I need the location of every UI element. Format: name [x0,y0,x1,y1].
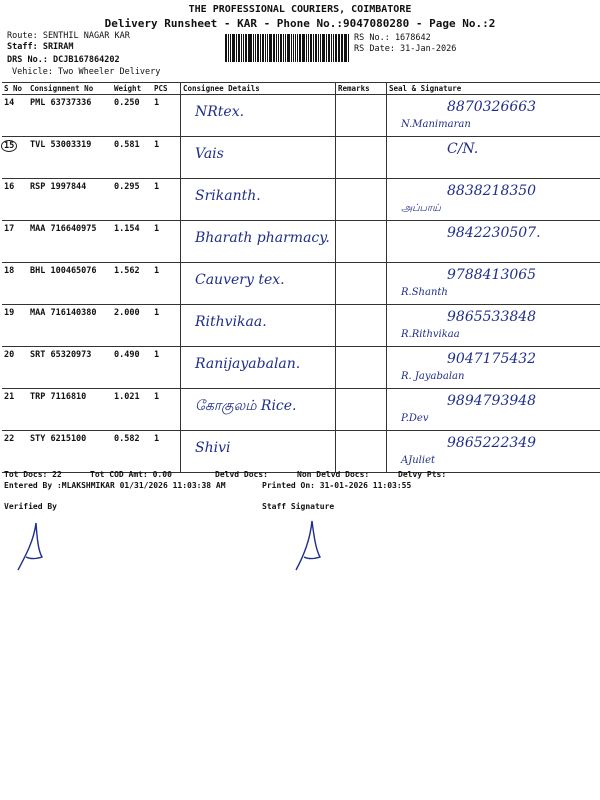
table-row [2,431,600,473]
row-pcs [152,431,181,473]
row-pcs [152,389,181,431]
vehicle: Vehicle: Two Wheeler Delivery [12,67,161,77]
receiver-signature: N.Manimaran [401,119,471,130]
col-consignee: Consignee Details [181,83,336,95]
receiver-signature: P.Dev [401,413,429,424]
receiver-signature: R. Jayabalan [401,371,465,382]
sno-value: 20 [4,350,15,360]
row-weight [112,221,152,263]
row-consignment-no [28,137,112,179]
row-consignment-no-value: STY 6215100 [30,434,87,444]
row-weight [112,179,152,221]
row-remarks [336,221,387,263]
row-consignee [181,389,336,431]
receiver-phone: 9865533848 [447,309,537,325]
table-header-row [2,83,600,95]
receiver-phone: C/N. [447,141,479,157]
page-title: Delivery Runsheet - KAR - Phone No.:9047080280 - Page No.:2 [104,17,496,30]
row-weight-value: 2.000 [114,308,140,318]
row-pcs [152,263,181,305]
row-pcs-value: 1 [154,224,160,234]
row-weight [112,347,152,389]
receiver-phone: 9842230507. [447,225,541,241]
staff-signature-label: Staff Signature [262,502,335,511]
row-consignment-no-value: TVL 53003319 [30,140,92,150]
row-consignment-no-value: RSP 1997844 [30,182,87,192]
row-consignment-no [28,179,112,221]
row-consignment-no [28,389,112,431]
row-seal [387,431,600,473]
consignee-handwriting: Ranijayabalan. [195,356,301,372]
row-weight-value: 0.581 [114,140,140,150]
row-consignment-no-value: PML 63737336 [30,98,92,108]
row-weight-value: 0.295 [114,182,140,192]
row-consignment-no [28,305,112,347]
rs-number: RS No.: 1678642 [354,33,431,43]
sno-value: 22 [4,434,15,444]
sno-value: 15 [1,140,17,152]
row-pcs [152,137,181,179]
row-sno [2,263,28,305]
company-name: THE PROFESSIONAL COURIERS, COIMBATORE [188,4,412,15]
col-seal: Seal & Signature [387,83,600,95]
sno-value: 17 [4,224,15,234]
staff: Staff: SRIRAM [7,42,74,52]
row-pcs-value: 1 [154,98,160,108]
row-consignment-no [28,263,112,305]
row-consignee [181,179,336,221]
row-consignment-no [28,347,112,389]
row-remarks [336,431,387,473]
row-pcs-value: 1 [154,392,160,402]
row-consignment-no-value: SRT 65320973 [30,350,92,360]
row-sno [2,95,28,137]
row-sno [2,221,28,263]
row-consignee [181,305,336,347]
row-remarks [336,179,387,221]
sno-value: 19 [4,308,15,318]
row-consignee [181,95,336,137]
table-row [2,389,600,431]
row-consignment-no-value: MAA 716140380 [30,308,97,318]
row-weight [112,431,152,473]
row-seal [387,221,600,263]
consignee-handwriting: Shivi [195,440,231,456]
row-remarks [336,347,387,389]
row-consignee [181,431,336,473]
tot-docs: Tot Docs: 22 [4,470,62,479]
table-row [2,263,600,305]
row-remarks [336,137,387,179]
table-row [2,137,600,179]
rs-date: RS Date: 31-Jan-2026 [354,44,457,54]
row-consignment-no-value: BHL 100465076 [30,266,97,276]
row-remarks [336,263,387,305]
row-consignment-no-value: MAA 716640975 [30,224,97,234]
col-sno: S No [2,83,28,95]
row-consignee [181,137,336,179]
row-consignee [181,347,336,389]
runsheet-table [2,82,600,473]
row-sno [2,305,28,347]
row-weight-value: 0.250 [114,98,140,108]
row-weight [112,137,152,179]
consignee-handwriting: NRtex. [195,104,245,120]
consignee-handwriting: Srikanth. [195,188,261,204]
tot-cod: Tot COD Amt: 0.00 [90,470,172,479]
row-pcs [152,221,181,263]
verified-signature [12,515,52,575]
receiver-signature: R.Rithvikaa [401,329,460,340]
row-sno [2,389,28,431]
row-pcs-value: 1 [154,140,160,150]
row-pcs-value: 1 [154,266,160,276]
table-row [2,179,600,221]
row-seal [387,263,600,305]
consignee-handwriting: Bharath pharmacy. [195,230,330,246]
col-consignment: Consignment No [28,83,112,95]
row-pcs [152,95,181,137]
non-delvd-docs: Non Delvd Docs: [297,470,370,479]
row-weight [112,263,152,305]
row-pcs [152,347,181,389]
row-consignee [181,263,336,305]
row-seal [387,179,600,221]
receiver-signature: அப்பாய் [401,203,441,214]
receiver-phone: 9788413065 [447,267,537,283]
row-weight [112,95,152,137]
row-pcs-value: 1 [154,350,160,360]
receiver-phone: 8870326663 [447,99,537,115]
row-consignment-no [28,221,112,263]
row-weight-value: 1.021 [114,392,140,402]
consignee-handwriting: Cauvery tex. [195,272,285,288]
row-pcs-value: 1 [154,182,160,192]
barcode [225,34,350,62]
route: Route: SENTHIL NAGAR KAR [7,31,130,41]
sno-value: 18 [4,266,15,276]
row-remarks [336,95,387,137]
row-weight-value: 0.490 [114,350,140,360]
row-consignment-no [28,431,112,473]
receiver-phone: 9894793948 [447,393,537,409]
col-weight: Weight [112,83,152,95]
table-row [2,305,600,347]
consignee-handwriting: Vais [195,146,224,162]
entered-by: Entered By :MLAKSHMIKAR 01/31/2026 11:03:38 AM [4,481,226,490]
receiver-signature: R.Shanth [401,287,448,298]
table-row [2,347,600,389]
row-pcs [152,179,181,221]
receiver-phone: 9047175432 [447,351,537,367]
staff-signature [290,515,330,575]
row-weight-value: 1.562 [114,266,140,276]
table-row [2,95,600,137]
row-seal [387,347,600,389]
row-weight [112,389,152,431]
row-remarks [336,389,387,431]
col-remarks: Remarks [336,83,387,95]
row-seal [387,95,600,137]
row-seal [387,137,600,179]
table-row [2,221,600,263]
row-sno [2,347,28,389]
row-consignment-no [28,95,112,137]
row-consignee [181,221,336,263]
row-consignment-no-value: TRP 7116810 [30,392,87,402]
row-weight-value: 0.582 [114,434,140,444]
verified-by-label: Verified By [4,502,57,511]
receiver-signature: AJuliet [401,455,436,466]
delvd-docs: Delvd Docs: [215,470,268,479]
row-seal [387,305,600,347]
row-sno [2,431,28,473]
row-remarks [336,305,387,347]
consignee-handwriting: Rithvikaa. [195,314,267,330]
row-sno [2,179,28,221]
row-pcs [152,305,181,347]
sno-value: 14 [4,98,15,108]
consignee-handwriting: கோகுலம் Rice. [195,398,297,414]
receiver-phone: 9865222349 [447,435,537,451]
row-pcs-value: 1 [154,308,160,318]
col-pcs: PCS [152,83,181,95]
row-weight [112,305,152,347]
row-sno [2,137,28,179]
printed-on: Printed On: 31-01-2026 11:03:55 [262,481,412,490]
sno-value: 21 [4,392,15,402]
sno-value: 16 [4,182,15,192]
row-pcs-value: 1 [154,434,160,444]
delvy-pts: Delvy Pts: [398,470,447,479]
row-seal [387,389,600,431]
receiver-phone: 8838218350 [447,183,537,199]
drs-number: DRS No.: DCJB167864202 [7,55,120,65]
row-weight-value: 1.154 [114,224,140,234]
